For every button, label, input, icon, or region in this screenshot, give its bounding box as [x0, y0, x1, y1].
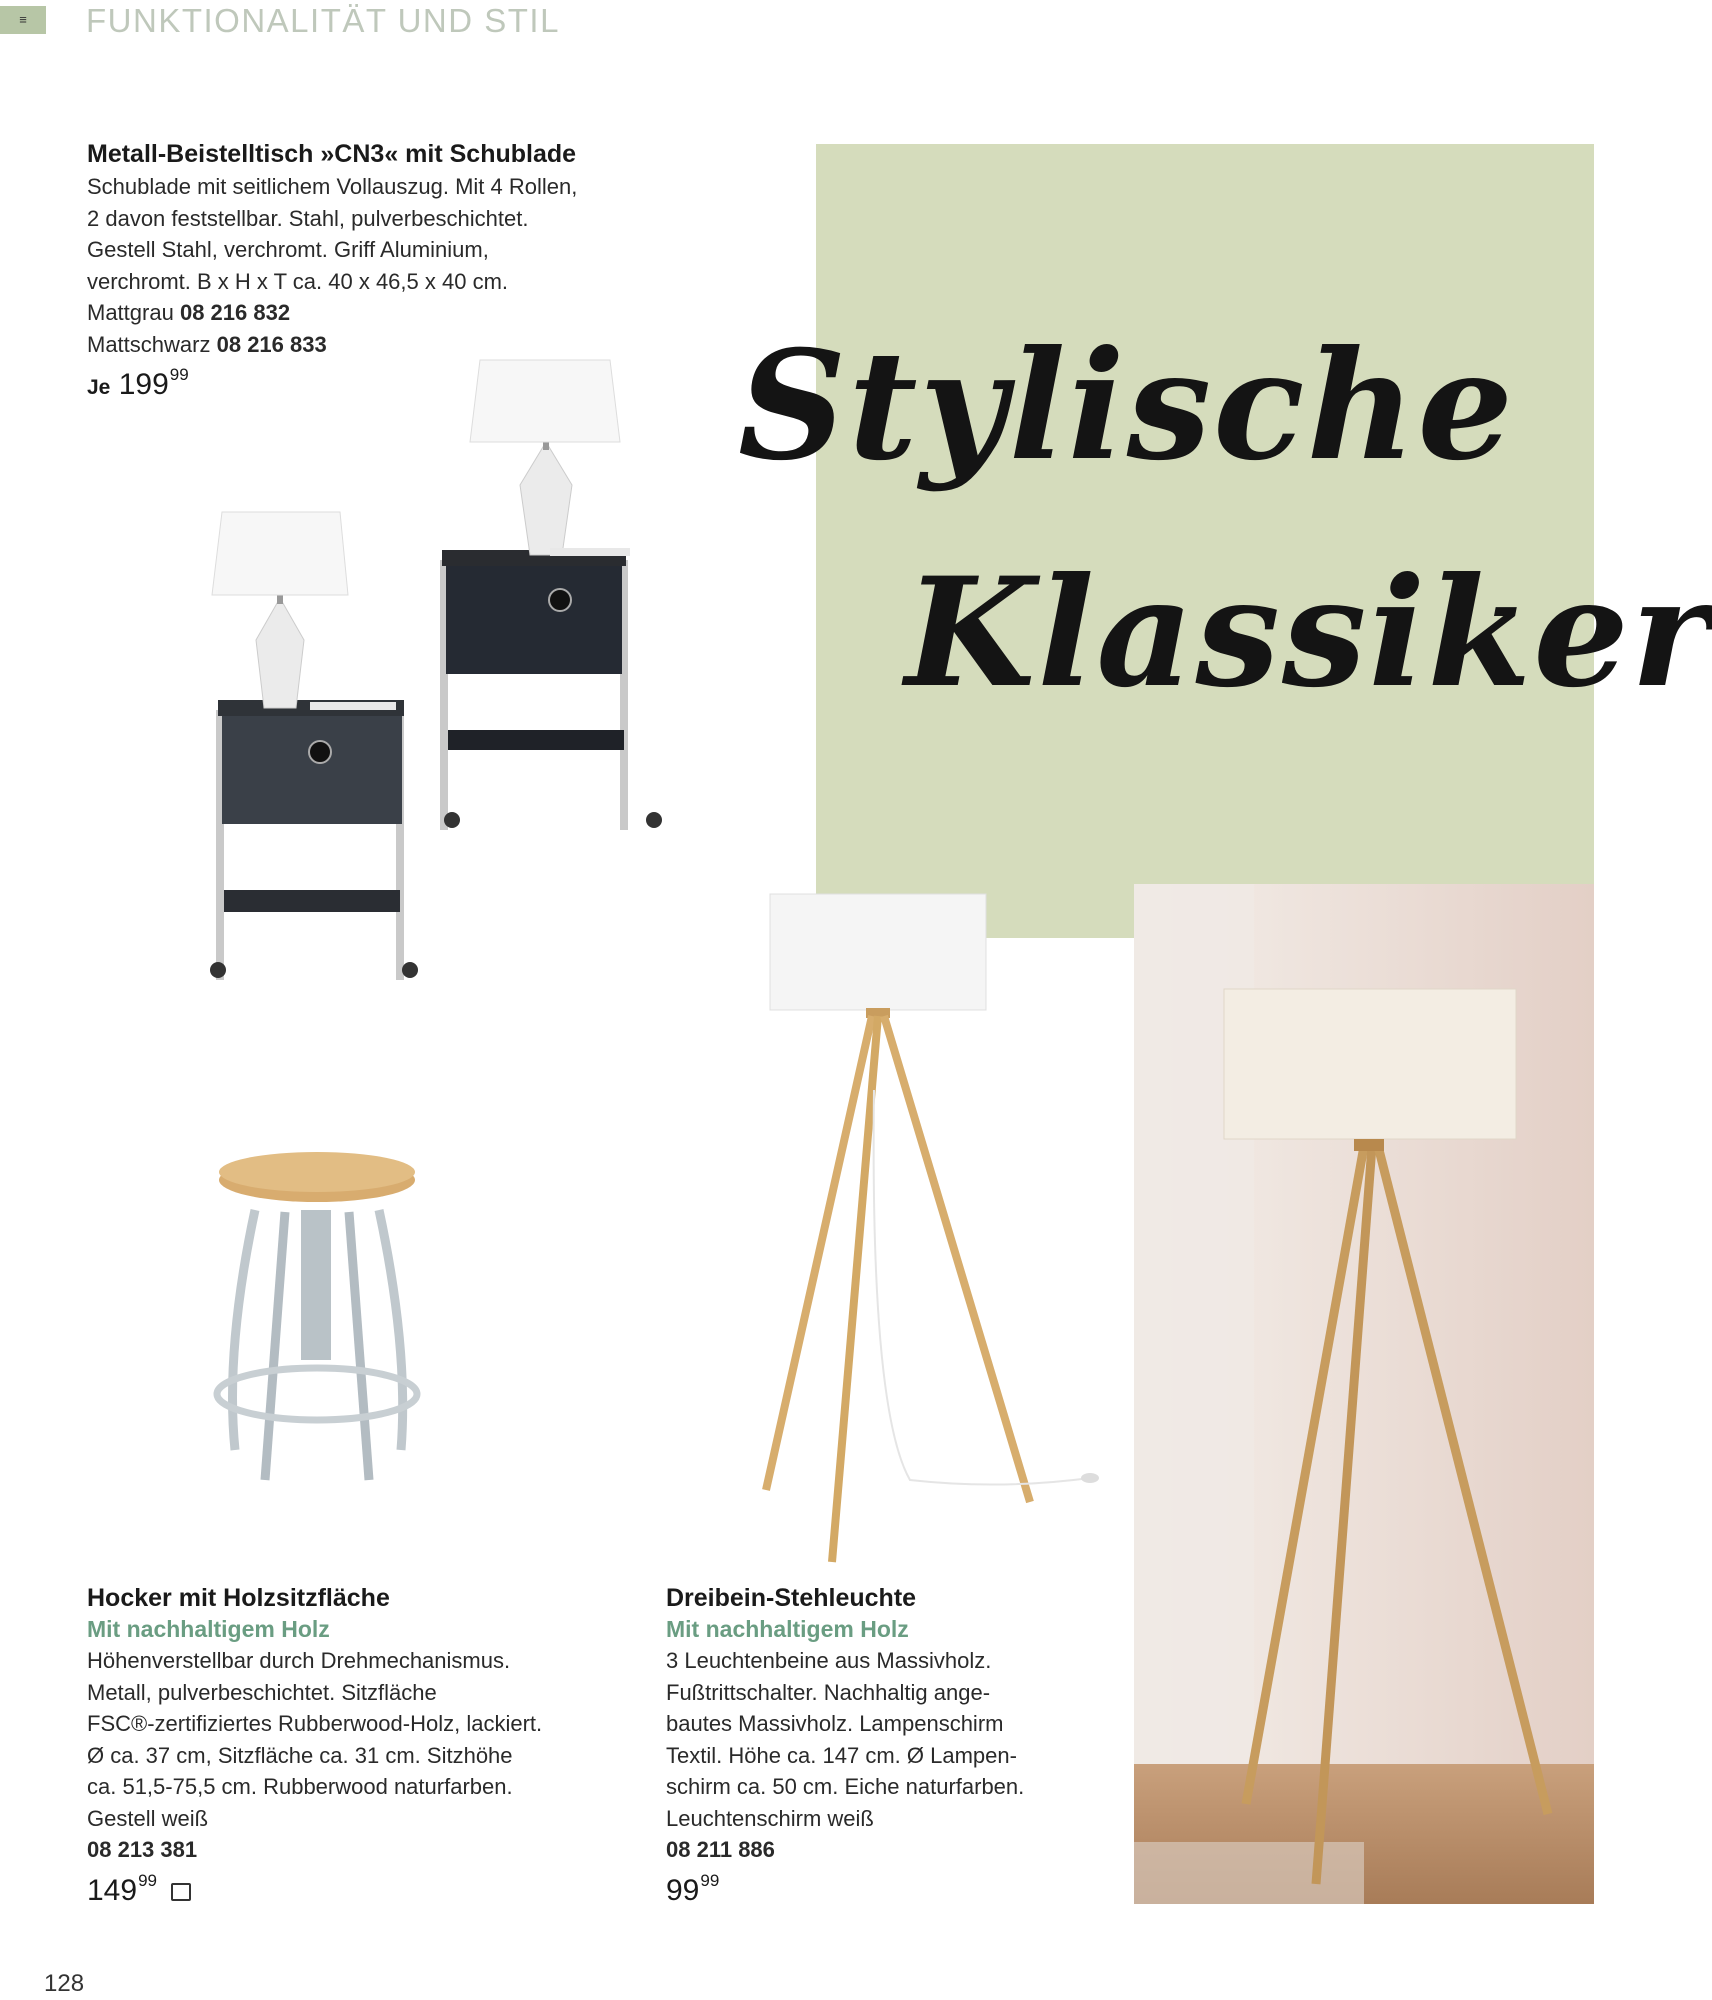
product-floor-lamp [666, 1584, 1126, 1908]
product-description-line: FSC®-zertifiziertes Rubberwood-Holz, lackiert. [87, 1711, 543, 1736]
product-description-line: Textil. Höhe ca. 147 cm. Ø Lampen- [666, 1742, 1017, 1768]
product-title: Hocker mit Holzsitzfläche [87, 1584, 390, 1612]
product-description-line: ca. 51,5-75,5 cm. Rubberwood naturfarben. [87, 1774, 513, 1799]
headline-line-2: Klassiker [905, 545, 1712, 721]
product-description-line: Schublade mit seitlichem Vollauszug. Mit 4 Rollen, [87, 174, 578, 199]
price-main: 99 [666, 1873, 700, 1907]
price-cents: 99 [700, 1870, 720, 1890]
article-number: 08 213 381 [87, 1837, 198, 1862]
product-title: Metall-Beistelltisch »CN3« mit Schublade [87, 140, 577, 168]
price-prefix: Je [87, 376, 111, 399]
section-title: FUNKTIONALITÄT UND STIL [86, 2, 560, 39]
price [87, 1870, 627, 1908]
product-description-line: schirm ca. 50 cm. Eiche naturfarben. [666, 1774, 1025, 1799]
product-description-line: 3 Leuchtenbeine aus Massivholz. [666, 1648, 992, 1673]
side-tables-image [190, 350, 710, 990]
product-description-line: Höhenverstellbar durch Drehmechanismus. [87, 1648, 511, 1673]
stool-image [195, 1150, 445, 1510]
variant-label: Mattschwarz [87, 331, 211, 357]
section-tab [0, 6, 46, 34]
variant-row [87, 297, 647, 329]
article-number: 08 211 886 [666, 1837, 775, 1862]
product-description-line: bautes Massivholz. Lampenschirm [666, 1711, 1004, 1736]
side-table-back [440, 360, 662, 830]
headline-background [816, 144, 1594, 938]
price-main: 199 [118, 368, 169, 401]
price-cents: 99 [169, 365, 189, 384]
room-photo [1134, 884, 1594, 1904]
product-description-line: Ø ca. 37 cm, Sitzfläche ca. 31 cm. Sitzhöhe [87, 1742, 513, 1768]
price-main: 149 [87, 1873, 138, 1907]
product-description-line: Fußtrittschalter. Nachhaltig ange- [666, 1679, 991, 1705]
page-number: 128 [44, 1970, 85, 1997]
product-description-line: Leuchtenschirm weiß [666, 1805, 874, 1831]
headline-line-1: Stylische [738, 318, 1516, 494]
product-description-line: 2 davon feststellbar. Stahl, pulverbeschichtet. [87, 205, 529, 231]
product-stool [87, 1584, 627, 1908]
side-table-front [210, 512, 418, 980]
product-description-line: verchromt. B x H x T ca. 40 x 46,5 x 40 cm. [87, 268, 509, 294]
price [666, 1870, 1126, 1908]
package-icon [171, 1883, 191, 1901]
product-title: Dreibein-Stehleuchte [666, 1584, 917, 1612]
product-description-line: Gestell weiß [87, 1805, 209, 1831]
menu-icon: ≡ [19, 12, 27, 27]
variant-label: Mattgrau [87, 300, 174, 325]
product-description-line: Gestell Stahl, verchromt. Griff Aluminium, [87, 237, 489, 262]
product-description-line: Metall, pulverbeschichtet. Sitzfläche [87, 1679, 437, 1705]
product-subtitle: Mit nachhaltigem Holz [87, 1616, 330, 1642]
price-cents: 99 [138, 1870, 157, 1890]
article-number: 08 216 833 [216, 331, 327, 357]
product-subtitle: Mit nachhaltigem Holz [666, 1616, 909, 1642]
article-number: 08 216 832 [179, 300, 291, 325]
floor-lamp-image [740, 890, 1140, 1570]
